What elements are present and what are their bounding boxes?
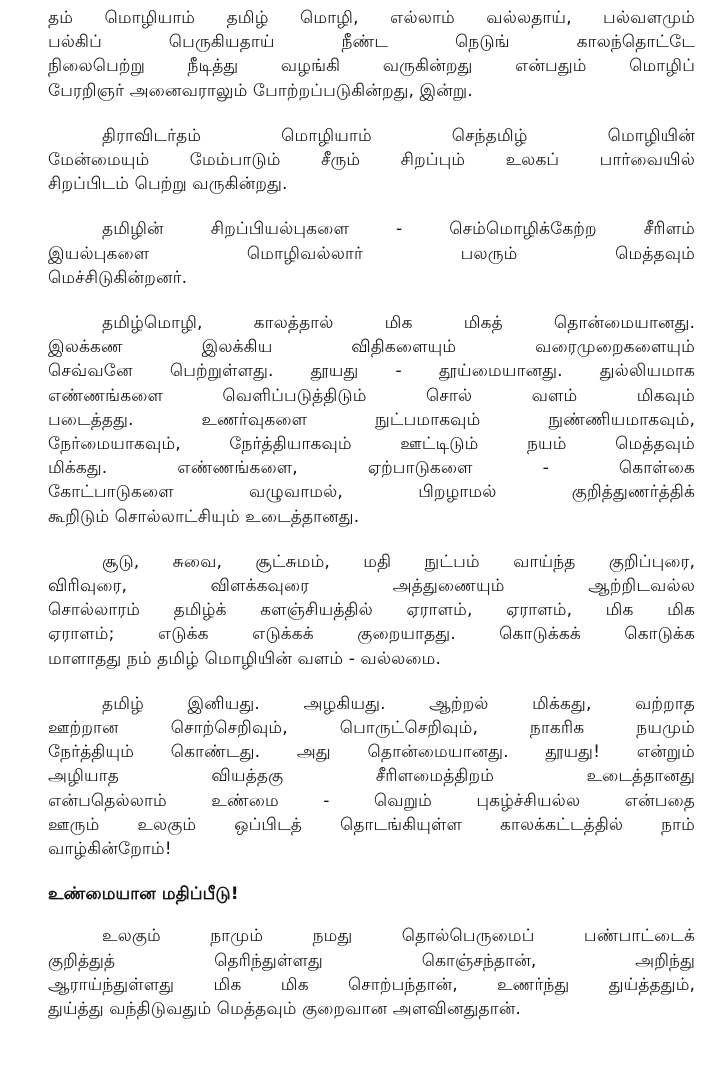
text-line: நேர்மையாகவும், நேர்த்தியாகவும் ஊட்டிடும் நயம் மெத்தவும்	[48, 434, 695, 455]
text-line: நேர்த்தியும் கொண்டது. அது தொன்மையானது. தூயது! என்றும்	[48, 742, 695, 763]
text-line: இலக்கண இலக்கிய விதிகளையும் வரைமுறைகளையும்	[48, 337, 695, 358]
paragraph-2	[48, 124, 695, 197]
text-line: உலகும் நாமும் நமது தொல்பெருமைப் பண்பாட்டைக்	[102, 926, 695, 947]
text-line: செவ்வனே பெற்றுள்ளது. தூயது - தூய்மையானது. துல்லியமாக	[48, 361, 695, 382]
text-line: எண்ணங்களை வெளிப்படுத்திடும் சொல் வளம் மிகவும்	[48, 385, 695, 406]
text-line: சிறப்பிடம் பெற்று வருகின்றது.	[48, 174, 288, 195]
text-line: தமிழின் சிறப்பியல்புகளை - செம்மொழிக்கேற்ற சீரிளம்	[102, 219, 695, 240]
text-line: பேரறிஞர் அனைவராலும் போற்றப்படுகின்றது, இன்று.	[48, 80, 473, 101]
text-line: குறித்துத் தெரிந்துள்ளது கொஞ்சந்தான், அறிந்து	[48, 950, 695, 971]
text-line: படைத்தது. உணர்வுகளை நுட்பமாகவும் நுண்ணியமாகவும்,	[48, 409, 695, 430]
text-line: மிக்கது. எண்ணங்களை, ஏற்பாடுகளை - கொள்கை	[48, 458, 695, 479]
text-line: கூறிடும் சொல்லாட்சியும் உடைத்தானது.	[48, 506, 360, 527]
paragraph-3	[48, 217, 695, 290]
paragraph-7	[48, 924, 695, 1021]
text-line: சூடு, சுவை, சூட்சுமம், மதி நுட்பம் வாய்ந்த குறிப்புரை,	[102, 551, 695, 572]
text-line: மேன்மையும் மேம்பாடும் சீரும் சிறப்பும் உலகப் பார்வையில்	[48, 150, 695, 171]
paragraph-4	[48, 311, 695, 529]
text-line: ஆராய்ந்துள்ளது மிக மிக சொற்பந்தான், உணர்ந்து துய்த்ததும்,	[48, 974, 695, 995]
text-line: கோட்பாடுகளை வழுவாமல், பிறழாமல் குறித்துணர்த்திக்	[48, 482, 695, 503]
section-heading: உண்மையான மதிப்பீடு!	[48, 884, 239, 905]
text-line: தமிழ்மொழி, காலத்தால் மிக மிகத் தொன்மையானது.	[102, 313, 695, 334]
paragraph-1	[48, 6, 695, 103]
text-line: பல்கிப் பெருகியதாய் நீண்ட நெடுங் காலந்தொட்டே	[48, 32, 695, 53]
text-line: என்பதெல்லாம் உண்மை - வெறும் புகழ்ச்சியல்ல என்பதை	[48, 790, 695, 811]
text-line: ஊற்றான சொற்செறிவும், பொருட்செறிவும், நாகரிக நயமும்	[48, 718, 695, 739]
paragraph-6	[48, 692, 695, 861]
text-line: ஊரும் உலகும் ஒப்பிடத் தொடங்கியுள்ள காலக்கட்டத்தில் நாம்	[48, 814, 695, 835]
text-line: தமிழ் இனியது. அழகியது. ஆற்றல் மிக்கது, வற்றாத	[102, 693, 695, 714]
text-line: மாளாதது நம் தமிழ் மொழியின் வளம் - வல்லமை.	[48, 648, 441, 669]
text-line: மெச்சிடுகின்றனர்.	[48, 267, 188, 288]
text-line: சொல்லாரம் தமிழ்க் களஞ்சியத்தில் ஏராளம், ஏராளம், மிக மிக	[48, 600, 695, 621]
text-line: ஏராளம்; எடுக்க எடுக்கக் குறையாதது. கொடுக்கக் கொடுக்க	[48, 624, 695, 645]
text-line: விரிவுரை, விளக்கவுரை அத்துணையும் ஆற்றிடவல்ல	[48, 576, 695, 597]
text-line: திராவிடர்தம் மொழியாம் செந்தமிழ் மொழியின்	[102, 125, 695, 146]
paragraph-5	[48, 550, 695, 671]
text-line: அழியாத வியத்தகு சீரிளமைத்திறம் உடைத்தானது	[48, 766, 695, 787]
text-line: இயல்புகளை மொழிவல்லார் பலரும் மெத்தவும்	[48, 243, 695, 264]
text-line: வாழ்கின்றோம்!	[48, 839, 172, 860]
text-line: தம் மொழியாம் தமிழ் மொழி, எல்லாம் வல்லதாய், பல்வளமும்	[48, 8, 695, 28]
text-line: துய்த்து வந்திடுவதும் மெத்தவும் குறைவான அளவினதுதான்.	[48, 998, 521, 1019]
text-line: நிலைபெற்று நீடித்து வழங்கி வருகின்றது என்பதும் மொழிப்	[48, 56, 695, 77]
